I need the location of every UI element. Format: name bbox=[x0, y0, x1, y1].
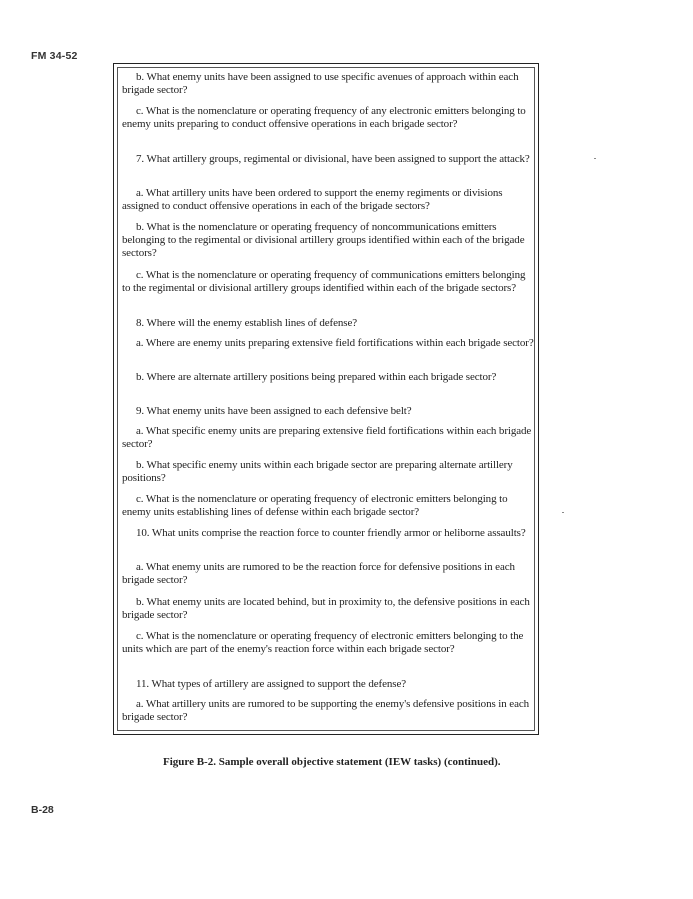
paragraph: 11. What types of artillery are assigned to support the defense? bbox=[136, 678, 407, 690]
paragraph: a. What artillery units have been ordered to support the enemy regiments or divisions assigned to conduct offensive operations in each of the brigade sectors? bbox=[122, 187, 503, 212]
paragraph: 8. Where will the enemy establish lines of defense? bbox=[136, 317, 358, 329]
paragraph: c. What is the nomenclature or operating frequency of electronic emitters belonging to enemy units establishing lines of defense within each brigade sector? bbox=[122, 493, 508, 518]
paragraph: a. What artillery units are rumored to be supporting the enemy's defensive positions in each brigade sector? bbox=[122, 698, 530, 723]
paragraph: a. What specific enemy units are preparing extensive field fortifications within each brigade sector? bbox=[122, 425, 532, 450]
paragraph: a. What enemy units are rumored to be the reaction force for defensive positions in each brigade sector? bbox=[122, 561, 515, 586]
figure-caption: Figure B-2. Sample overall objective statement (IEW tasks) (continued). bbox=[163, 756, 501, 768]
scan-speck bbox=[594, 158, 596, 159]
paragraph: c. What is the nomenclature or operating frequency of electronic emitters belonging to the units which are part of the enemy's reaction force within each brigade sector? bbox=[122, 630, 524, 655]
paragraph: c. What is the nomenclature or operating frequency of communications emitters belonging to the regimental or divisional artillery groups identified within each of the brigade sectors? bbox=[122, 269, 526, 294]
scan-speck bbox=[562, 512, 564, 513]
paragraph: a. Where are enemy units preparing extensive field fortifications within each brigade sector? bbox=[136, 337, 534, 349]
paragraph: c. What is the nomenclature or operating frequency of any electronic emitters belonging to enemy units preparing to conduct offensive operations in each brigade sector? bbox=[122, 105, 526, 130]
page-number: B-28 bbox=[31, 804, 54, 816]
paragraph: 9. What enemy units have been assigned to each defensive belt? bbox=[136, 405, 412, 417]
paragraph: b. What enemy units are located behind, but in proximity to, the defensive positions in each brigade sector? bbox=[122, 596, 530, 621]
paragraph: b. What enemy units have been assigned to use specific avenues of approach within each brigade sector? bbox=[122, 71, 519, 96]
paragraph: b. Where are alternate artillery positions being prepared within each brigade sector? bbox=[136, 371, 497, 383]
paragraph: 7. What artillery groups, regimental or divisional, have been assigned to support the attack? bbox=[136, 153, 530, 165]
document-id-header: FM 34-52 bbox=[31, 50, 78, 62]
paragraph: b. What specific enemy units within each brigade sector are preparing alternate artillery positions? bbox=[122, 459, 513, 484]
paragraph: 10. What units comprise the reaction force to counter friendly armor or heliborne assaults? bbox=[136, 527, 526, 539]
paragraph: b. What is the nomenclature or operating frequency of noncommunications emitters belonging to the regimental or divisional artillery groups identified within each of the brigade sectors? bbox=[122, 221, 525, 259]
